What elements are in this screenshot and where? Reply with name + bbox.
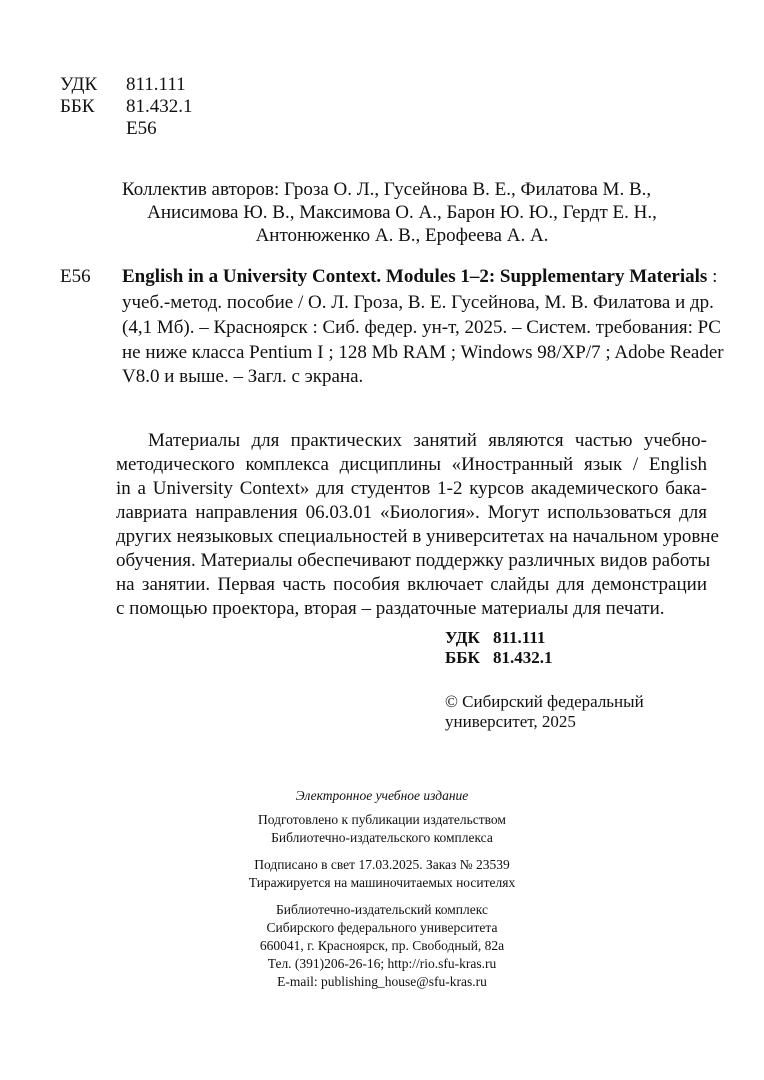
bbk-value: 81.432.1: [126, 96, 193, 117]
author-mark-row: [60, 118, 157, 140]
prepared-line-1: Подготовлено к публикации издательством: [258, 812, 506, 827]
annotation-line: лавриата направления 06.03.01 «Биология». Могут использоваться для: [116, 502, 707, 523]
udk-value: 811.111: [126, 74, 186, 95]
annotation-line: с помощью проектора, вторая – раздаточные материалы для печати.: [116, 598, 665, 619]
udk-row: [60, 74, 186, 96]
bib-line-3: (4,1 Мб). – Красноярск : Сиб. федер. ун-т, 2025. – Систем. требования: PC: [122, 317, 721, 338]
authors-line-2: Анисимова Ю. В., Максимова О. А., Барон Ю. Ю., Гердт Е. Н.,: [147, 202, 657, 223]
annotation-line: in a University Context» для студентов 1-2 курсов академического бака-: [116, 478, 707, 499]
authors-line-3: Антонюженко А. В., Ерофеева А. А.: [255, 225, 549, 246]
book-title-suffix: :: [707, 266, 718, 287]
udk-label: УДК: [60, 74, 98, 95]
book-title: English in a University Context. Modules 1–2: Supplementary Materials: [122, 266, 708, 287]
address-line: 660041, г. Красноярск, пр. Свободный, 82а: [259, 938, 505, 953]
bib-line-2: учеб.-метод. пособие / О. Л. Гроза, В. Е. Гусейнова, М. В. Филатова и др.: [122, 292, 714, 313]
annotation-line: на занятии. Первая часть пособия включает слайды для демонстрации: [116, 574, 707, 595]
annotation-line: обучения. Материалы обеспечивают поддержку различных видов работы: [116, 550, 711, 571]
email-line: E-mail: publishing_house@sfu-kras.ru: [277, 974, 487, 989]
index-udk-row: [445, 628, 545, 648]
index-udk-value: 811.111: [493, 628, 546, 647]
annotation-line: других неязыковых специальностей в университетах на начальном уровне: [116, 526, 719, 547]
publisher-line-1: Библиотечно-издательский комплекс: [276, 902, 488, 917]
phone-line: Тел. (391)206-26-16; http://rio.sfu-kras.ru: [267, 956, 497, 971]
copyright-line-1: © Сибирский федеральный: [445, 692, 644, 711]
index-bbk-row: [445, 648, 553, 668]
annotation-line: Материалы для практических занятий являются частью учебно-: [148, 430, 707, 451]
authors-line-1: Коллектив авторов: Гроза О. Л., Гусейнова В. Е., Филатова М. В.,: [122, 179, 652, 200]
bbk-label: ББК: [60, 96, 95, 117]
authors-block: [122, 178, 682, 247]
bib-line-5: V8.0 и выше. – Загл. с экрана.: [122, 366, 364, 387]
index-bbk-label: ББК: [445, 648, 480, 667]
signed-line: Подписано в свет 17.03.2025. Заказ № 23539: [254, 857, 510, 872]
index-udk-label: УДК: [445, 628, 480, 647]
copyright-line-2: университет, 2025: [445, 712, 576, 731]
bib-line-4: не ниже класса Pentium I ; 128 Mb RAM ; Windows 98/XP/7 ; Adobe Reader: [122, 342, 724, 363]
replicated-line: Тиражируется на машиночитаемых носителях: [248, 875, 516, 890]
index-bbk-value: 81.432.1: [493, 648, 553, 667]
annotation-line: методического комплекса дисциплины «Иностранный язык / English: [116, 454, 707, 475]
edition-type: Электронное учебное издание: [295, 788, 469, 803]
prepared-line-2: Библиотечно-издательского комплекса: [271, 830, 493, 845]
bib-title-line: [122, 266, 718, 288]
author-mark: Е56: [126, 118, 157, 139]
publisher-line-2: Сибирского федерального университета: [266, 920, 498, 935]
bbk-row: [60, 96, 193, 118]
bib-code: Е56: [60, 266, 91, 287]
